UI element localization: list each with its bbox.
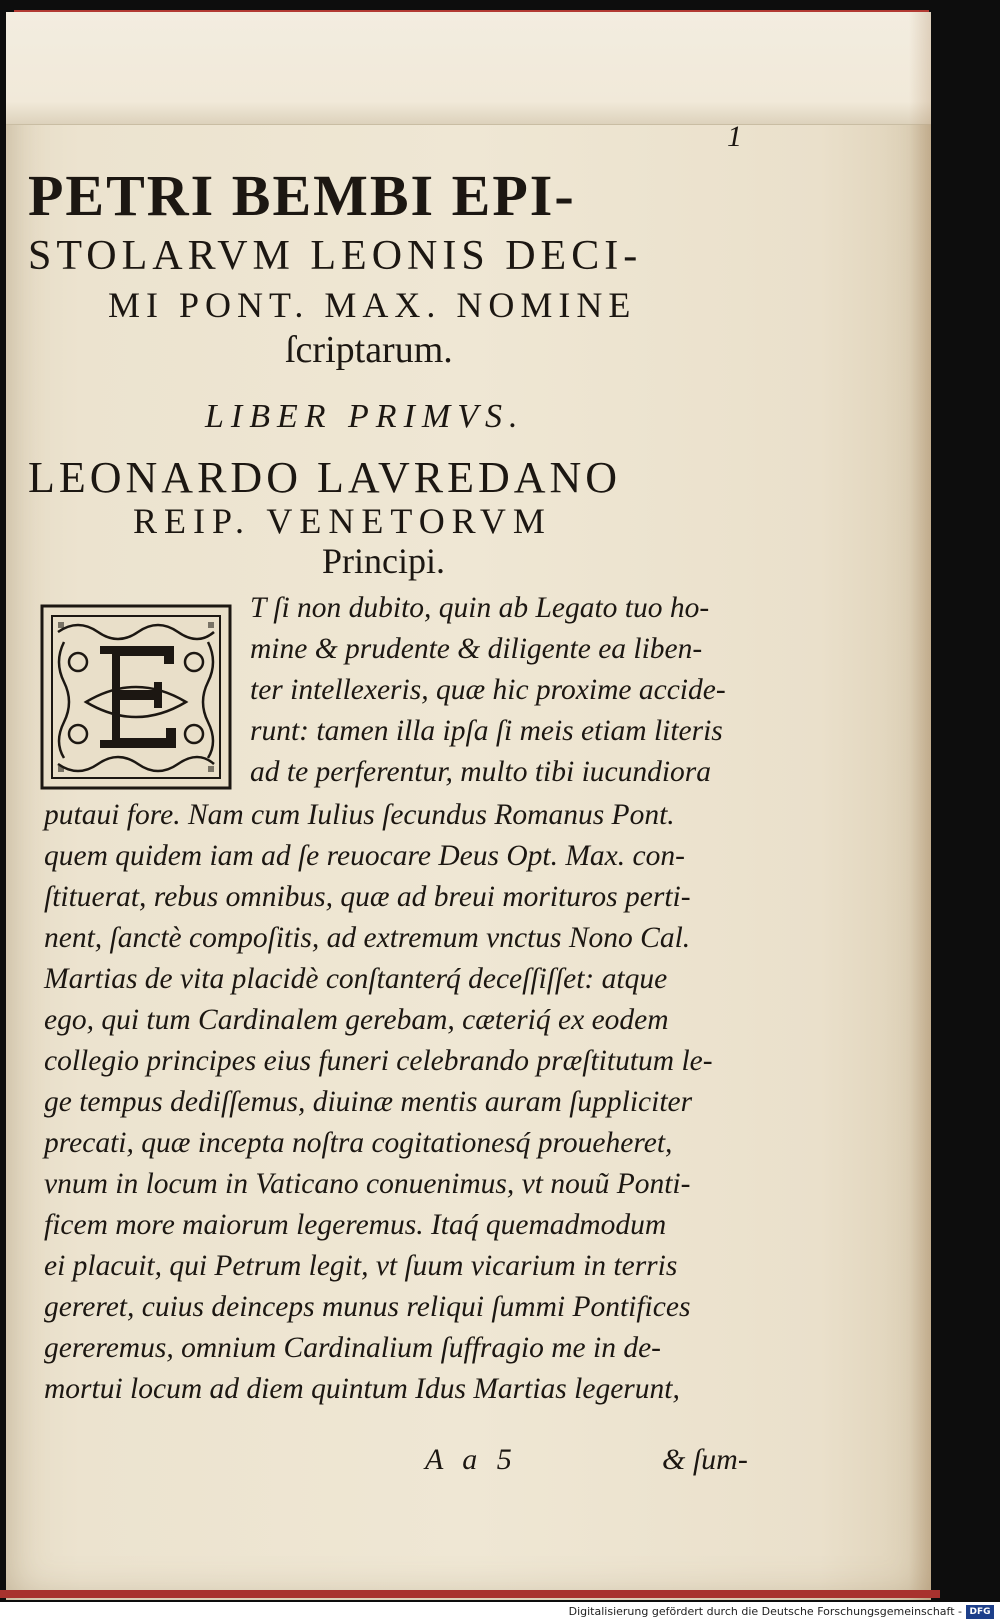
red-edge-bottom xyxy=(0,1590,940,1598)
text-line-3: ter intellexeris, quæ hic proxime accide- xyxy=(250,674,726,706)
text-line-4: runt: tamen illa ipſa ſi meis etiam literis xyxy=(250,715,723,747)
title-line-1: PETRI BEMBI EPI- xyxy=(28,163,576,228)
title-line-2: STOLARVM LEONIS DECI- xyxy=(28,233,643,279)
text-line-5: ad te perferentur, multo tibi iucundiora xyxy=(250,756,712,788)
text-line-12: collegio principes eius funeri celebrando præſtitutum le- xyxy=(44,1045,713,1077)
text-line-18: gereret, cuius deinceps munus reliqui ſummi Pontifices xyxy=(44,1291,691,1323)
text-line-16: ficem more maiorum legeremus. Itaq́ quemadmodum xyxy=(44,1209,667,1241)
text-line-17: ei placuit, qui Petrum legit, vt ſuum vicarium in terris xyxy=(44,1250,678,1282)
address-line-1: LEONARDO LAVREDANO xyxy=(28,453,622,502)
text-line-10: Martias de vita placidè conſtanterq́ deceſſiſſet: atque xyxy=(44,963,668,995)
text-line-6: putaui fore. Nam cum Iulius ſecundus Romanus Pont. xyxy=(44,799,675,831)
text-line-11: ego, qui tum Cardinalem gerebam, cæteriq́ ex eodem xyxy=(44,1004,669,1036)
page-top-strip xyxy=(6,12,931,125)
text-line-14: precati, quæ incepta noſtra cogitationesq́ proueheret, xyxy=(44,1127,673,1159)
title-line-3: MI PONT. MAX. NOMINE xyxy=(108,285,637,325)
text-line-1: T ſi non dubito, quin ab Legato tuo ho- xyxy=(250,592,710,624)
text-line-20: mortui locum ad diem quintum Idus Martias legerunt, xyxy=(44,1373,680,1405)
book-heading: LIBER PRIMVS. xyxy=(205,398,525,435)
decorated-initial-e xyxy=(38,602,234,792)
title-line-4: ſcriptarum. xyxy=(285,329,453,371)
catchword: & ſum- xyxy=(662,1443,748,1476)
text-line-13: ge tempus dediſſemus, diuinæ mentis auram ſuppliciter xyxy=(44,1086,693,1118)
folio-number: 1 xyxy=(727,120,742,153)
funding-footer xyxy=(0,1602,1000,1622)
dfg-logo: DFG xyxy=(966,1605,994,1619)
page-right-edge-shade xyxy=(909,12,931,1600)
text-line-19: gereremus, omnium Cardinalium ſuffragio me in de- xyxy=(44,1332,661,1364)
text-line-7: quem quidem iam ad ſe reuocare Deus Opt. Max. con- xyxy=(44,840,685,872)
text-line-2: mine & prudente & diligente ea liben- xyxy=(250,633,703,665)
text-line-8: ſtituerat, rebus omnibus, quæ ad breui morituros perti- xyxy=(44,881,691,913)
text-line-15: vnum in locum in Vaticano conuenimus, vt nouũ Ponti- xyxy=(44,1168,691,1200)
address-line-3: Principi. xyxy=(322,541,445,581)
address-line-2: REIP. VENETORVM xyxy=(133,501,552,541)
text-line-9: nent, ſanctè compoſitis, ad extremum vnctus Nono Cal. xyxy=(44,922,691,954)
funding-credit: Digitalisierung gefördert durch die Deutsche Forschungsgemeinschaft - xyxy=(568,1605,962,1618)
signature-mark: A a 5 xyxy=(425,1443,518,1476)
